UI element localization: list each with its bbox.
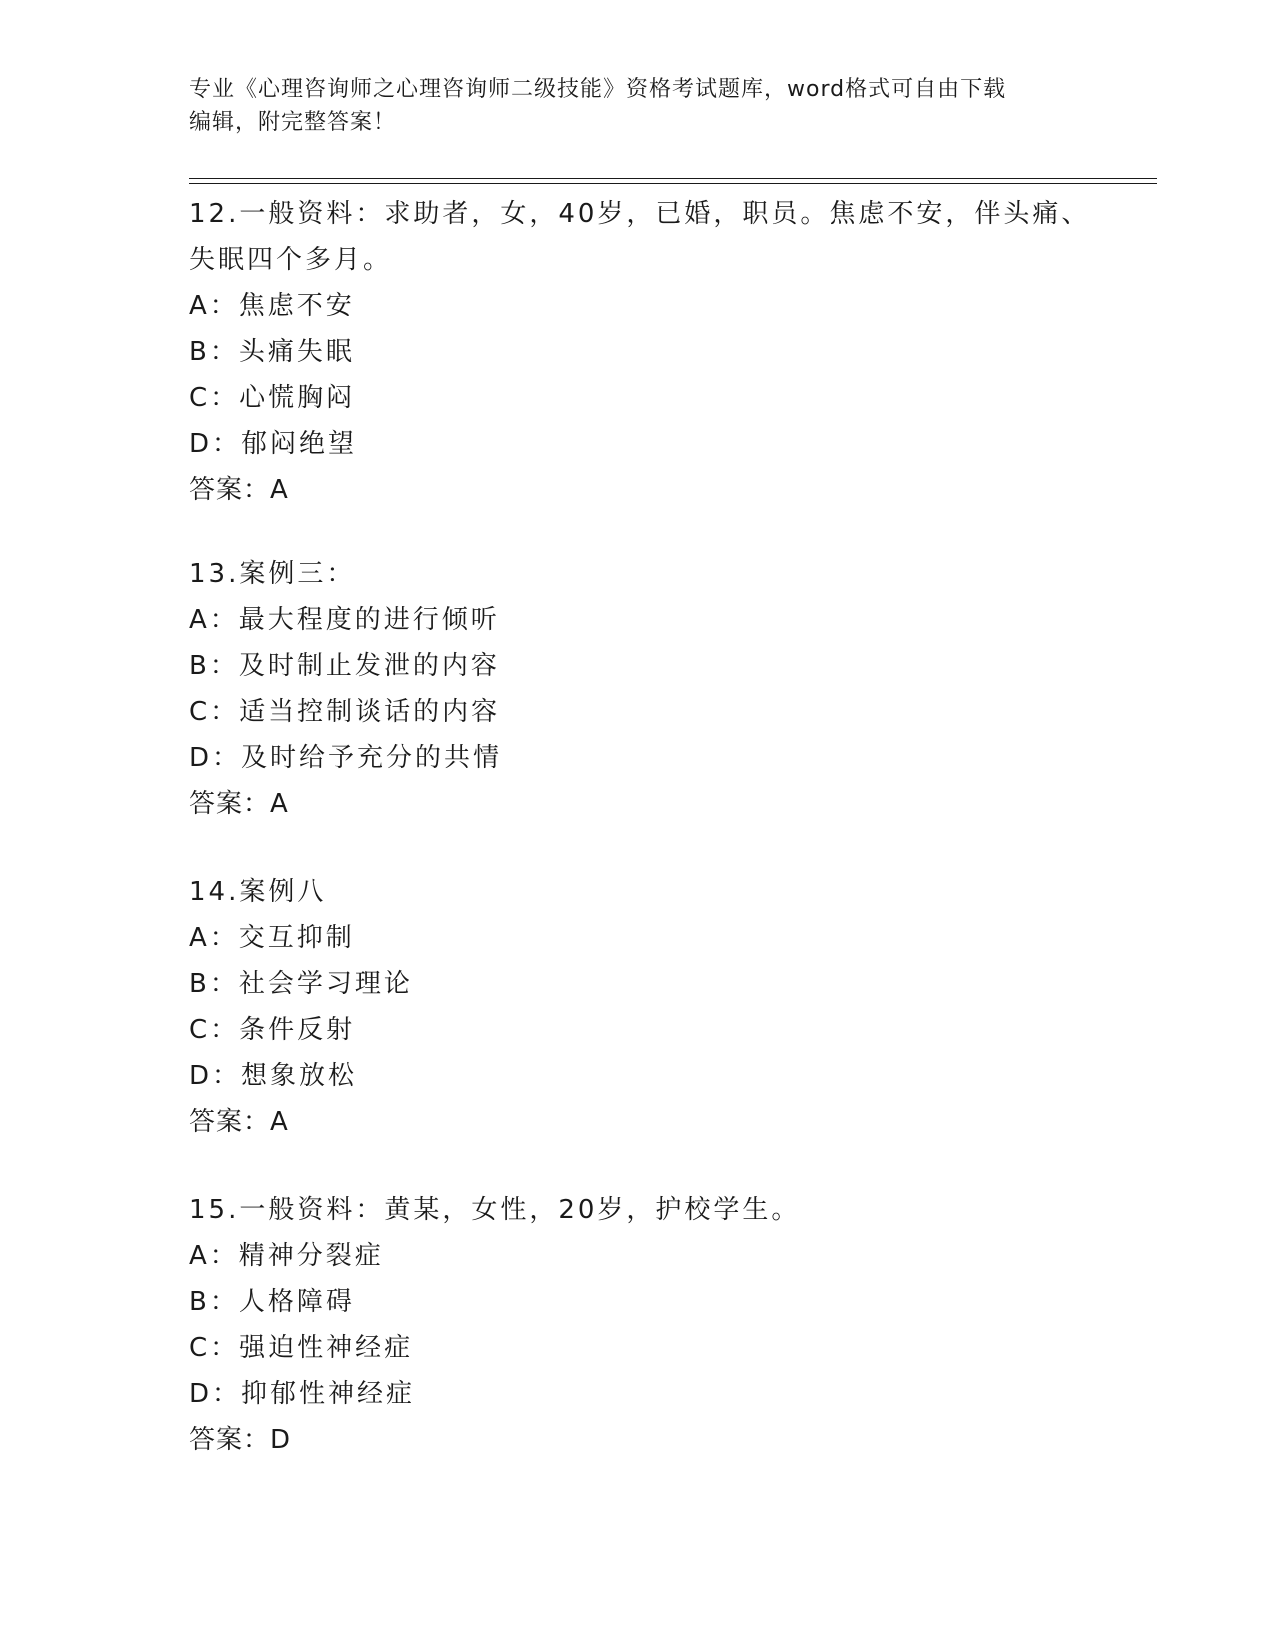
option-b: B：及时制止发泄的内容 bbox=[189, 651, 500, 681]
answer: 答案：D bbox=[189, 1425, 292, 1455]
option-b: B：人格障碍 bbox=[189, 1287, 355, 1317]
option-d: D：抑郁性神经症 bbox=[189, 1379, 416, 1409]
option-d: D：及时给予充分的共情 bbox=[189, 743, 503, 773]
question-12 bbox=[189, 191, 1109, 513]
option-b: B：头痛失眠 bbox=[189, 337, 355, 367]
answer: 答案：A bbox=[189, 475, 289, 505]
option-b: B：社会学习理论 bbox=[189, 969, 413, 999]
option-c: C：心慌胸闷 bbox=[189, 383, 356, 413]
option-a: A：精神分裂症 bbox=[189, 1241, 384, 1271]
option-c: C：条件反射 bbox=[189, 1015, 356, 1045]
option-c: C：适当控制谈话的内容 bbox=[189, 697, 501, 727]
answer: 答案：A bbox=[189, 789, 289, 819]
header-rule-bottom bbox=[189, 183, 1157, 184]
answer: 答案：A bbox=[189, 1107, 289, 1137]
option-d: D：郁闷绝望 bbox=[189, 429, 358, 459]
header-line-2: 编辑，附完整答案！ bbox=[189, 110, 397, 135]
question-14 bbox=[189, 869, 1109, 1145]
option-a: A：焦虑不安 bbox=[189, 291, 355, 321]
option-d: D：想象放松 bbox=[189, 1061, 358, 1091]
question-stem-line-2: 失眠四个多月。 bbox=[189, 245, 393, 275]
question-15 bbox=[189, 1187, 1109, 1463]
document-header bbox=[189, 73, 1089, 139]
option-a: A：最大程度的进行倾听 bbox=[189, 605, 500, 635]
question-stem-line-1: 12.一般资料：求助者，女，40岁，已婚，职员。焦虑不安，伴头痛、 bbox=[189, 199, 1091, 229]
question-13 bbox=[189, 551, 1109, 827]
header-line-1: 专业《心理咨询师之心理咨询师二级技能》资格考试题库，word格式可自由下载 bbox=[189, 77, 1007, 102]
option-a: A：交互抑制 bbox=[189, 923, 355, 953]
question-stem-line-1: 14.案例八 bbox=[189, 877, 327, 907]
question-stem-line-1: 13.案例三： bbox=[189, 559, 356, 589]
question-stem-line-1: 15.一般资料：黄某，女性，20岁，护校学生。 bbox=[189, 1195, 801, 1225]
header-rule-top bbox=[189, 178, 1157, 179]
option-c: C：强迫性神经症 bbox=[189, 1333, 414, 1363]
